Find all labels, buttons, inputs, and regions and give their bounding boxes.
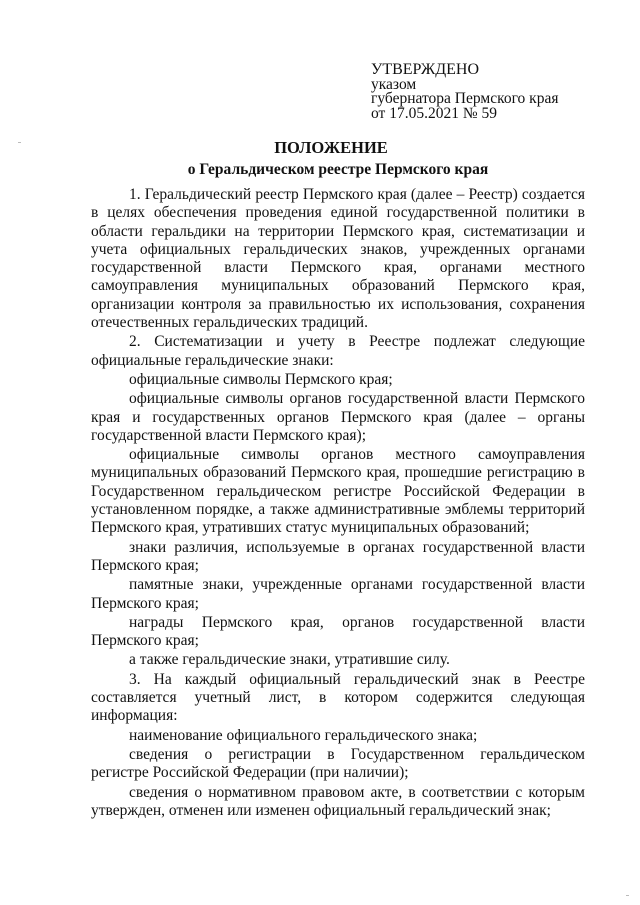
approval-heading: УТВЕРЖДЕНО (371, 61, 480, 78)
paragraph-3: 3. На каждый официальный геральдический знак в Реестре составляется учетный лист, в котором содержится следующая информация: (91, 670, 585, 725)
list-item-official-symbols: официальные символы Пермского края; (129, 370, 393, 388)
document-title: ПОЛОЖЕНИЕ (274, 138, 388, 157)
approval-date-number: от 17.05.2021 № 59 (371, 104, 497, 122)
document-subtitle: о Геральдическом реестре Пермского края (187, 161, 489, 178)
list-item-expired-signs: а также геральдические знаки, утратившие силу. (129, 651, 450, 669)
approval-stamp-block (371, 63, 558, 121)
document-body (91, 186, 585, 821)
scan-artifact (18, 142, 21, 143)
info-item-registration: сведения о регистрации в Государственном геральдическом регистре Российской Федерации (при наличии); (91, 745, 585, 782)
info-item-normative-act: сведения о нормативном правовом акте, в соответствии с которым утвержден, отменен или изменен официальный геральдический знак; (91, 783, 585, 819)
info-item-name: наименование официального геральдического знака; (129, 726, 478, 744)
list-item-commemorative-signs: памятные знаки, учрежденные органами государственной власти Пермского края; (91, 576, 585, 612)
list-item-awards: награды Пермского края, органов государственной власти Пермского края; (91, 613, 585, 650)
document-title-block (0, 138, 640, 180)
list-item-municipal-symbols: официальные символы органов местного самоуправления муниципальных образований Пермского края, прошедшие регистрацию в Государственном геральдическом регистре Российской Федерации в установленном порядке, а также административные эмблемы территорий Пермского края, утративших статус муниципальных образований; (91, 446, 585, 537)
approval-decree-label: указом (371, 75, 417, 93)
list-item-insignia: знаки различия, используемые в органах государственной власти Пермского края; (91, 538, 585, 574)
paragraph-2: 2. Систематизации и учету в Реестре подлежат следующие официальные геральдические знаки: (91, 333, 585, 369)
paragraph-1: 1. Геральдический реестр Пермского края (далее – Реестр) создается в целях обеспечения проведения единой государственной политики в области геральдики на территории Пермского края, систематизации и учета официальных геральдических знаков, учрежденных органами государственной власти Пермского края, органами местного самоуправления муниципальных образований Пермского края, организации контроля за правильностью их использования, сохранения отечественных геральдических традиций. (91, 186, 585, 332)
list-item-state-authority-symbols: официальные символы органов государственной власти Пермского края и государственных органов Пермского края (далее – органы государственной власти Пермского края); (91, 390, 585, 444)
approval-issuer: губернатора Пермского края (371, 90, 559, 107)
scan-artifact (626, 895, 629, 896)
